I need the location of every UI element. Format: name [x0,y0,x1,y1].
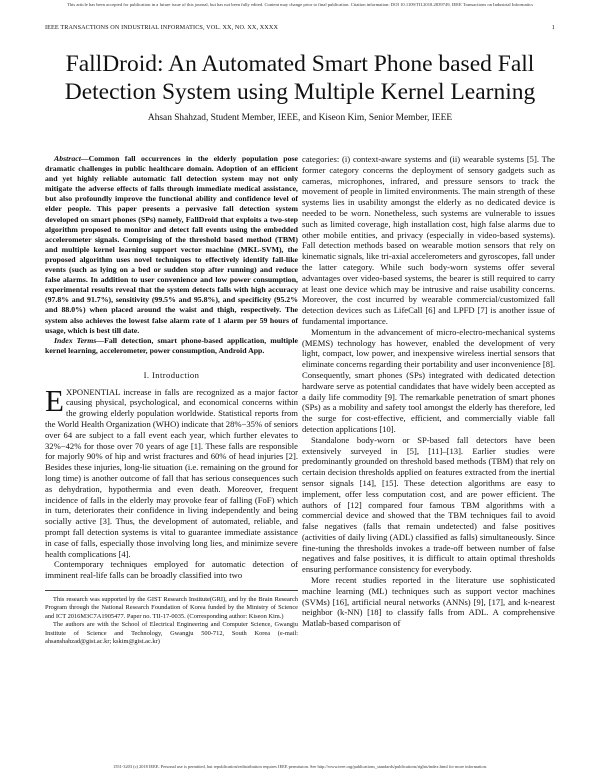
abstract [45,154,298,336]
drop-cap: E [45,382,64,418]
publication-notice: This article has been accepted for publication in a future issue of this journal, but has not been fully edited. Content may change prior to final publication. Citation information: DOI 10.1109/TII.2018.2839749, IEEE Transactions on Industrial Informatics [67,2,533,7]
right-column [302,154,555,629]
page-number: 1 [551,24,555,31]
copyright-notice: 1551-3203 (c) 2018 IEEE. Personal use is permitted, but republication/redistribution requires IEEE permission. See http://www.ieee.org/publications_standards/publications/rights/index.html for more information. [113,764,487,769]
body-paragraph-3: Standalone body-worn or SP-based fall detectors have been extensively surveyed in [5], [11]–[13]. Earlier studies were predominantly grounded on threshold based methods (TBM) that rely on certain decision thresholds applied on features extracted from the inertial sensor signals [14], [15]. These detection algorithms are easy to implement, offer less computation cost, and are power efficient. The authors of [12] compared four famous TBM algorithms with a commercial device and showed that the TBM techniques fail to avoid false negatives (falls that remain undetected) and false positives (activities of daily living (ADL) classified as falls) simultaneously. Since fine-tuning the thresholds invokes a trade-off between number of false negatives and false positives, it is difficult to attain optimal thresholds ensuring performance consistency for everybody. [302,434,555,575]
index-terms [45,336,298,356]
index-terms-label: Index Terms— [54,335,105,345]
running-header [45,24,555,31]
index-terms-text: Fall detection, smart phone-based application, multiple kernel learning, accelerometer, power consumption, Android App. [45,335,298,355]
footnote-affiliation: The authors are with the School of Electrical Engineering and Computer Science, Gwangju Institute of Science and Technology, Gwangju 500-712, South Korea (e-mail: ahsanshahzad@gist.ac.kr; kskim@gist.ac.kr) [45,621,298,646]
footnotes [45,590,298,646]
intro-paragraph-1-text: XPONENTIAL increase in falls are recognized as a major factor causing physical, psychological, and economical concerns within the growing elderly population worldwide. Statistical reports from the World Health Organization (WHO) indicate that 28%−35% of seniors over 64 are subject to a fall event each year, which further elevates to 32%−42% for those over 70 years of age [1]. These falls are responsible for majorly 90% of hip and wrist fractures and 60% of head injuries [2]. Besides these injuries, long-lie situation (i.e. remaining on the ground for long time) is another outcome of fall that has serious consequences such as dehydration, hypothermia and even death. Moreover, frequent incidence of falls in the elderly may provoke fear of falling (FoF) which in turn, deteriorates their confidence in living independently and being socially active [3]. Thus, the development of automated, reliable, and prompt fall detection systems is vital to guarantee immediate assistance in case of falls, especially those involving long lies, and minimize severe health complications [4]. [45,386,298,559]
body-paragraph-2: Momentum in the advancement of micro-electro-mechanical systems (MEMS) technology has however, enabled the development of very light, compact, low power, and inexpensive wireless inertial sensors that eliminate concerns regarding their portability and user inconvenience [8]. Consequently, smart phones (SPs) integrated with dedicated detection hardware serve as potential candidates that have widely been accepted as a daily life commodity [9]. The remarkable penetration of smart phones (SPs) as a mobility and safety tool amongst the elderly has therefore, led the surge for cost-effective, efficient, and commercially viable fall detection applications [10]. [302,326,555,434]
body-paragraph-4: More recent studies reported in the literature use sophisticated machine learning (ML) techniques such as support vector machines (SVMs) [16], artificial neural networks (ANNs) [9], [17], and k-nearest neighbor (k-NN) [18] to classify falls from ADL. A comprehensive Matlab-based comparison of [302,575,555,629]
author-line: Ahsan Shahzad, Student Member, IEEE, and Kiseon Kim, Senior Member, IEEE [147,113,453,123]
footnote-funding: This research was supported by the GIST Research Institute(GRI), and by the Brain Research Program through the National Research Foundation of Korea funded by the Ministry of Science and ICT 2016M3C7A1905477. Paper no. TII-17-0035. (Corresponding author: Kiseon Kim.) [45,596,298,620]
intro-paragraph-2: Contemporary techniques employed for automatic detection of imminent real-life falls can be broadly classified into two [45,559,298,581]
journal-header: IEEE TRANSACTIONS ON INDUSTRIAL INFORMATICS, VOL. XX, NO. XX, XXXX [45,24,279,31]
section-heading-introduction: I. Introduction [143,369,200,380]
intro-paragraph-1 [45,382,298,560]
abstract-text: Common fall occurrences in the elderly population pose dramatic challenges in public healthcare domain. Adoption of an efficient and yet highly reliable automatic fall detection system may not only mitigate the adverse effects of falls through immediate medical assistance, but also profoundly improve the functional ability and confidence level of elder people. This paper presents a pervasive fall detection system developed on smart phones (SPs) namely, FallDroid that exploits a two-step algorithm proposed to monitor and detect fall events using the embedded accelerometer signals. Comprising of the threshold based method (TBM) and multiple kernel learning support vector machine (MKL-SVM), the proposed algorithm uses novel techniques to effectively identify fall-like events (such as lying on a bed or sudden stop after running) and reduce false alarms. In addition to user convenience and low power consumption, experimental results reveal that the system detects falls with high accuracy (97.8% and 91.7%), sensitivity (99.5% and 95.8%), and specificity (95.2% and 88.0%) when placed around the waist and thigh, respectively. The system also achieves the lowest false alarm rate of 1 alarm per 59 hours of usage, which is best till date. [45,154,298,335]
body-paragraph-1: categories: (i) context-aware systems and (ii) wearable systems [5]. The former category concerns the deployment of sensory gadgets such as cameras, microphones, infrared, and pressure sensors to track the movement of people in limited environments. The main strength of these systems lies in usability amongst the elderly as no dedicated device is needed to be worn. Nonetheless, such systems are vulnerable to issues such as limited coverage, high installation cost, high false alarms due to other mobile entities, and privacy (especially in video-based systems). Fall detection methods based on wearable motion sensors that rely on kinematic signals, like tri-axial accelerometers and gyroscopes, fall under the latter category. While such body-worn systems offer several advantages over video-based systems, the bearer is still required to carry at least one device which may be intrusive and raise usability concerns. Moreover, the cost incurred by wearable commercial/customized fall detection devices such as LifeCall [6] and LPFD [7] is another issue of fundamental importance. [302,154,555,326]
abstract-label: Abstract— [54,154,89,163]
paper-title: FallDroid: An Automated Smart Phone based Fall Detection System using Multiple Kernel Learning [64,51,536,105]
left-column [45,154,298,646]
